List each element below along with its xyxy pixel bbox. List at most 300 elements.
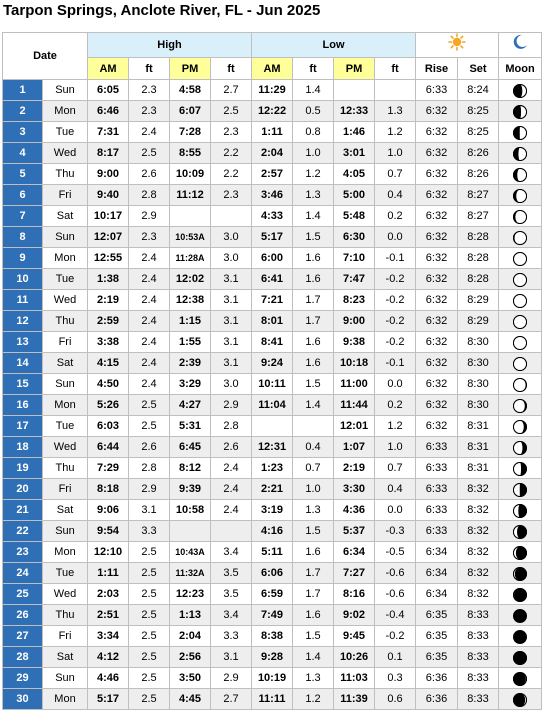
moon-icon [511, 33, 529, 51]
low-am-ft: 1.4 [293, 206, 334, 227]
sunset: 8:31 [458, 458, 499, 479]
moon-phase-icon [512, 104, 528, 120]
low-am-time: 6:41 [252, 269, 293, 290]
low-am-ft: 0.7 [293, 458, 334, 479]
high-pm-ft: 2.4 [211, 479, 252, 500]
moon-phase-cell [499, 290, 542, 311]
sunrise: 6:32 [416, 353, 458, 374]
low-am-ft: 1.3 [293, 500, 334, 521]
low-am-time: 4:33 [252, 206, 293, 227]
day-number: 17 [3, 416, 43, 437]
day-name: Fri [43, 185, 88, 206]
moon-phase-cell [499, 80, 542, 101]
day-name: Thu [43, 605, 88, 626]
high-pm-ft: 2.5 [211, 101, 252, 122]
low-am-ft: 1.6 [293, 248, 334, 269]
moon-phase-icon [512, 167, 528, 183]
moon-phase-icon [512, 251, 528, 267]
table-row [3, 185, 542, 206]
low-am-ft: 1.2 [293, 164, 334, 185]
sunrise: 6:33 [416, 437, 458, 458]
table-row [3, 605, 542, 626]
high-am-time: 1:11 [88, 563, 129, 584]
high-pm-time: 11:32A [170, 563, 211, 584]
low-am-time: 2:57 [252, 164, 293, 185]
sunrise: 6:32 [416, 164, 458, 185]
low-pm-time: 1:46 [334, 122, 375, 143]
high-pm-ft: 3.1 [211, 353, 252, 374]
day-number: 29 [3, 668, 43, 689]
low-pm-ft: 0.2 [375, 206, 416, 227]
table-row [3, 332, 542, 353]
moon-phase-icon [512, 503, 528, 519]
low-am-ft: 1.5 [293, 227, 334, 248]
low-am-time: 6:00 [252, 248, 293, 269]
high-pm-ft: 2.2 [211, 143, 252, 164]
high-am-ft: 2.5 [129, 143, 170, 164]
moon-phase-cell [499, 227, 542, 248]
low-am-ft: 1.7 [293, 311, 334, 332]
low-pm-time: 8:16 [334, 584, 375, 605]
low-pm-ft: 1.0 [375, 437, 416, 458]
day-number: 7 [3, 206, 43, 227]
sunset: 8:33 [458, 689, 499, 710]
sunrise: 6:36 [416, 668, 458, 689]
moon-phase-cell [499, 311, 542, 332]
low-pm-time: 11:39 [334, 689, 375, 710]
low-pm-ft: 1.2 [375, 416, 416, 437]
high-pm-ft: 3.4 [211, 605, 252, 626]
moon-phase-icon [512, 314, 528, 330]
high-pm-time: 2:56 [170, 647, 211, 668]
low-am-ft: 1.3 [293, 185, 334, 206]
sunset: 8:24 [458, 80, 499, 101]
high-pm-time: 3:29 [170, 374, 211, 395]
table-row [3, 143, 542, 164]
low-am-time: 2:21 [252, 479, 293, 500]
tide-table [2, 32, 542, 710]
moon-phase-cell [499, 374, 542, 395]
moon-phase-cell [499, 395, 542, 416]
high-pm-ft: 3.5 [211, 584, 252, 605]
moon-phase-icon [512, 335, 528, 351]
table-row [3, 248, 542, 269]
high-pm-ft: 3.1 [211, 332, 252, 353]
moon-phase-icon [512, 398, 528, 414]
day-name: Tue [43, 122, 88, 143]
day-number: 26 [3, 605, 43, 626]
day-name: Thu [43, 458, 88, 479]
low-am-ft: 1.0 [293, 479, 334, 500]
sunset: 8:33 [458, 668, 499, 689]
low-am-time: 8:38 [252, 626, 293, 647]
moon-phase-cell [499, 143, 542, 164]
high-pm-ft: 2.9 [211, 395, 252, 416]
low-am-time: 6:59 [252, 584, 293, 605]
high-pm-ft: 3.0 [211, 227, 252, 248]
low-am-ft: 1.5 [293, 626, 334, 647]
high-am-ft: 2.4 [129, 311, 170, 332]
table-row [3, 689, 542, 710]
low-pm-time: 10:26 [334, 647, 375, 668]
low-pm-time: 7:27 [334, 563, 375, 584]
low-pm-ft: -0.1 [375, 353, 416, 374]
sunset: 8:29 [458, 290, 499, 311]
low-pm-ft: 1.2 [375, 122, 416, 143]
moon-phase-icon [512, 587, 528, 603]
low-am-time: 2:04 [252, 143, 293, 164]
high-am-ft: 2.4 [129, 248, 170, 269]
high-am-ft: 2.6 [129, 164, 170, 185]
day-name: Mon [43, 542, 88, 563]
high-pm-ft: 2.4 [211, 500, 252, 521]
low-pm-ft: 0.3 [375, 668, 416, 689]
low-am-ft: 1.5 [293, 374, 334, 395]
sunrise: 6:32 [416, 101, 458, 122]
high-pm-ft: 3.0 [211, 248, 252, 269]
low-am-time: 12:22 [252, 101, 293, 122]
high-am-time: 2:59 [88, 311, 129, 332]
high-pm-ft: 3.1 [211, 647, 252, 668]
sunrise: 6:32 [416, 416, 458, 437]
sun-icon [447, 33, 467, 51]
low-pm-ft: -0.6 [375, 584, 416, 605]
high-am-time: 6:46 [88, 101, 129, 122]
low-am-time: 3:46 [252, 185, 293, 206]
header-rise: Rise [416, 58, 458, 80]
sunset: 8:28 [458, 227, 499, 248]
low-pm-time: 9:38 [334, 332, 375, 353]
low-pm-time: 1:07 [334, 437, 375, 458]
low-pm-ft: 0.0 [375, 227, 416, 248]
low-pm-time: 11:03 [334, 668, 375, 689]
sunrise: 6:32 [416, 332, 458, 353]
high-am-ft: 2.4 [129, 332, 170, 353]
sunset: 8:28 [458, 269, 499, 290]
high-am-ft: 2.5 [129, 416, 170, 437]
sunset: 8:33 [458, 605, 499, 626]
header-set: Set [458, 58, 499, 80]
high-pm-time: 4:27 [170, 395, 211, 416]
day-name: Sun [43, 374, 88, 395]
moon-phase-icon [512, 230, 528, 246]
low-pm-ft: -0.6 [375, 563, 416, 584]
low-pm-time: 7:47 [334, 269, 375, 290]
high-am-time: 6:05 [88, 80, 129, 101]
low-pm-time: 2:19 [334, 458, 375, 479]
day-number: 20 [3, 479, 43, 500]
day-number: 12 [3, 311, 43, 332]
high-am-time: 10:17 [88, 206, 129, 227]
high-am-ft: 2.8 [129, 185, 170, 206]
table-row [3, 269, 542, 290]
moon-phase-cell [499, 647, 542, 668]
sunset: 8:25 [458, 101, 499, 122]
header-high-pm: PM [170, 58, 211, 80]
moon-phase-cell [499, 101, 542, 122]
day-name: Sun [43, 521, 88, 542]
high-pm-time: 2:39 [170, 353, 211, 374]
moon-phase-cell [499, 437, 542, 458]
low-pm-time: 4:36 [334, 500, 375, 521]
table-row [3, 164, 542, 185]
sunset: 8:32 [458, 542, 499, 563]
table-row [3, 626, 542, 647]
high-am-ft: 2.5 [129, 647, 170, 668]
low-pm-ft: 0.0 [375, 374, 416, 395]
low-pm-ft: 0.7 [375, 458, 416, 479]
moon-phase-icon [512, 650, 528, 666]
moon-phase-icon [512, 419, 528, 435]
day-number: 25 [3, 584, 43, 605]
high-am-ft: 2.4 [129, 353, 170, 374]
sunrise: 6:32 [416, 269, 458, 290]
high-pm-ft: 2.9 [211, 668, 252, 689]
high-pm-ft: 2.4 [211, 458, 252, 479]
moon-phase-cell [499, 563, 542, 584]
sunrise: 6:34 [416, 542, 458, 563]
moon-phase-icon [512, 146, 528, 162]
high-pm-ft: 3.1 [211, 269, 252, 290]
high-pm-time: 11:12 [170, 185, 211, 206]
low-am-ft: 1.6 [293, 269, 334, 290]
sunrise: 6:35 [416, 626, 458, 647]
sunset: 8:32 [458, 521, 499, 542]
low-pm-time: 3:01 [334, 143, 375, 164]
high-am-time: 12:55 [88, 248, 129, 269]
low-pm-time: 6:30 [334, 227, 375, 248]
sunset: 8:31 [458, 437, 499, 458]
moon-phase-cell [499, 479, 542, 500]
sunset: 8:30 [458, 332, 499, 353]
low-pm-ft: 0.2 [375, 395, 416, 416]
day-name: Fri [43, 479, 88, 500]
low-pm-ft: -0.2 [375, 311, 416, 332]
table-row [3, 542, 542, 563]
high-am-time: 9:54 [88, 521, 129, 542]
high-pm-ft: 2.2 [211, 164, 252, 185]
day-number: 18 [3, 437, 43, 458]
high-am-time: 4:12 [88, 647, 129, 668]
sunset: 8:28 [458, 248, 499, 269]
high-am-time: 5:17 [88, 689, 129, 710]
low-am-time: 5:11 [252, 542, 293, 563]
day-number: 14 [3, 353, 43, 374]
low-am-ft: 1.4 [293, 395, 334, 416]
table-row [3, 563, 542, 584]
low-pm-time: 12:01 [334, 416, 375, 437]
low-pm-ft: 0.0 [375, 500, 416, 521]
moon-phase-cell [499, 584, 542, 605]
low-am-ft [293, 416, 334, 437]
low-pm-time: 5:48 [334, 206, 375, 227]
low-pm-ft: -0.5 [375, 542, 416, 563]
table-row [3, 122, 542, 143]
low-am-ft: 0.8 [293, 122, 334, 143]
day-name: Thu [43, 311, 88, 332]
day-name: Tue [43, 563, 88, 584]
moon-phase-cell [499, 458, 542, 479]
low-pm-time: 9:45 [334, 626, 375, 647]
table-row [3, 290, 542, 311]
moon-phase-cell [499, 353, 542, 374]
day-name: Sun [43, 227, 88, 248]
sunrise: 6:32 [416, 122, 458, 143]
table-row [3, 206, 542, 227]
moon-phase-cell [499, 500, 542, 521]
day-name: Sat [43, 353, 88, 374]
page-title: Tarpon Springs, Anclote River, FL - Jun 2025 [3, 2, 321, 19]
sunset: 8:27 [458, 206, 499, 227]
sunrise: 6:35 [416, 647, 458, 668]
low-pm-time: 9:02 [334, 605, 375, 626]
table-row [3, 353, 542, 374]
high-am-ft: 2.9 [129, 206, 170, 227]
high-pm-time: 12:38 [170, 290, 211, 311]
sunrise: 6:36 [416, 689, 458, 710]
high-pm-ft: 3.3 [211, 626, 252, 647]
day-number: 3 [3, 122, 43, 143]
low-pm-time: 9:00 [334, 311, 375, 332]
low-pm-time: 3:30 [334, 479, 375, 500]
low-am-time: 12:31 [252, 437, 293, 458]
header-low: Low [252, 33, 416, 58]
high-pm-ft: 2.8 [211, 416, 252, 437]
sunset: 8:32 [458, 584, 499, 605]
high-pm-time: 6:07 [170, 101, 211, 122]
moon-phase-cell [499, 164, 542, 185]
day-number: 27 [3, 626, 43, 647]
high-am-time: 2:19 [88, 290, 129, 311]
moon-phase-icon [512, 209, 528, 225]
high-am-ft: 2.6 [129, 437, 170, 458]
table-row [3, 584, 542, 605]
low-am-ft: 1.7 [293, 584, 334, 605]
low-am-ft: 1.6 [293, 332, 334, 353]
day-name: Mon [43, 689, 88, 710]
moon-phase-cell [499, 206, 542, 227]
high-am-time: 9:40 [88, 185, 129, 206]
header-high-am: AM [88, 58, 129, 80]
high-pm-time: 5:31 [170, 416, 211, 437]
low-pm-ft: 0.7 [375, 164, 416, 185]
moon-phase-cell [499, 122, 542, 143]
high-am-ft: 2.5 [129, 626, 170, 647]
day-name: Wed [43, 584, 88, 605]
high-pm-ft [211, 206, 252, 227]
day-number: 6 [3, 185, 43, 206]
moon-phase-icon [512, 272, 528, 288]
day-number: 22 [3, 521, 43, 542]
low-am-ft: 1.5 [293, 521, 334, 542]
high-pm-time: 7:28 [170, 122, 211, 143]
high-pm-ft: 3.5 [211, 563, 252, 584]
day-number: 1 [3, 80, 43, 101]
high-am-time: 7:31 [88, 122, 129, 143]
high-am-ft: 2.5 [129, 605, 170, 626]
high-am-ft: 2.4 [129, 122, 170, 143]
high-pm-ft: 3.1 [211, 311, 252, 332]
low-am-ft: 1.0 [293, 143, 334, 164]
moon-phase-cell [499, 689, 542, 710]
low-am-time: 8:41 [252, 332, 293, 353]
header-low-pm-ft: ft [375, 58, 416, 80]
sunrise: 6:33 [416, 500, 458, 521]
low-am-time: 10:19 [252, 668, 293, 689]
high-am-ft: 2.5 [129, 563, 170, 584]
high-am-ft: 2.3 [129, 80, 170, 101]
high-am-time: 9:06 [88, 500, 129, 521]
day-number: 5 [3, 164, 43, 185]
moon-phase-cell [499, 248, 542, 269]
moon-phase-icon [512, 692, 528, 708]
table-row [3, 80, 542, 101]
high-pm-ft: 3.4 [211, 542, 252, 563]
day-number: 15 [3, 374, 43, 395]
low-pm-ft: 0.1 [375, 647, 416, 668]
high-pm-time: 8:55 [170, 143, 211, 164]
high-am-ft: 2.4 [129, 290, 170, 311]
low-pm-time: 7:10 [334, 248, 375, 269]
high-pm-time: 12:23 [170, 584, 211, 605]
high-pm-time: 1:15 [170, 311, 211, 332]
sunrise: 6:32 [416, 227, 458, 248]
moon-phase-icon [512, 440, 528, 456]
moon-phase-icon [512, 566, 528, 582]
high-pm-time: 3:50 [170, 668, 211, 689]
day-name: Mon [43, 101, 88, 122]
low-am-time: 4:16 [252, 521, 293, 542]
high-am-time: 4:46 [88, 668, 129, 689]
sunset: 8:32 [458, 479, 499, 500]
high-am-time: 9:00 [88, 164, 129, 185]
moon-phase-cell [499, 668, 542, 689]
low-pm-time: 5:37 [334, 521, 375, 542]
sunrise: 6:33 [416, 458, 458, 479]
day-name: Tue [43, 416, 88, 437]
day-name: Thu [43, 164, 88, 185]
sunrise: 6:34 [416, 584, 458, 605]
high-pm-time [170, 206, 211, 227]
low-am-time: 9:28 [252, 647, 293, 668]
table-row [3, 500, 542, 521]
sunset: 8:32 [458, 500, 499, 521]
low-pm-ft: 0.6 [375, 689, 416, 710]
table-row [3, 668, 542, 689]
high-pm-ft: 3.0 [211, 374, 252, 395]
sunset: 8:30 [458, 374, 499, 395]
moon-phase-cell [499, 626, 542, 647]
day-name: Fri [43, 626, 88, 647]
low-am-ft: 1.3 [293, 668, 334, 689]
low-pm-time: 12:33 [334, 101, 375, 122]
day-number: 13 [3, 332, 43, 353]
day-name: Mon [43, 248, 88, 269]
header-moon: Moon [499, 58, 542, 80]
low-pm-time: 4:05 [334, 164, 375, 185]
high-pm-time: 10:43A [170, 542, 211, 563]
high-pm-ft: 2.7 [211, 689, 252, 710]
low-pm-ft: -0.4 [375, 605, 416, 626]
high-am-ft: 2.5 [129, 395, 170, 416]
sunrise: 6:32 [416, 185, 458, 206]
header-high-pm-ft: ft [211, 58, 252, 80]
high-am-time: 4:50 [88, 374, 129, 395]
low-pm-time: 11:00 [334, 374, 375, 395]
high-am-time: 2:03 [88, 584, 129, 605]
sunset: 8:27 [458, 185, 499, 206]
high-pm-ft: 3.1 [211, 290, 252, 311]
